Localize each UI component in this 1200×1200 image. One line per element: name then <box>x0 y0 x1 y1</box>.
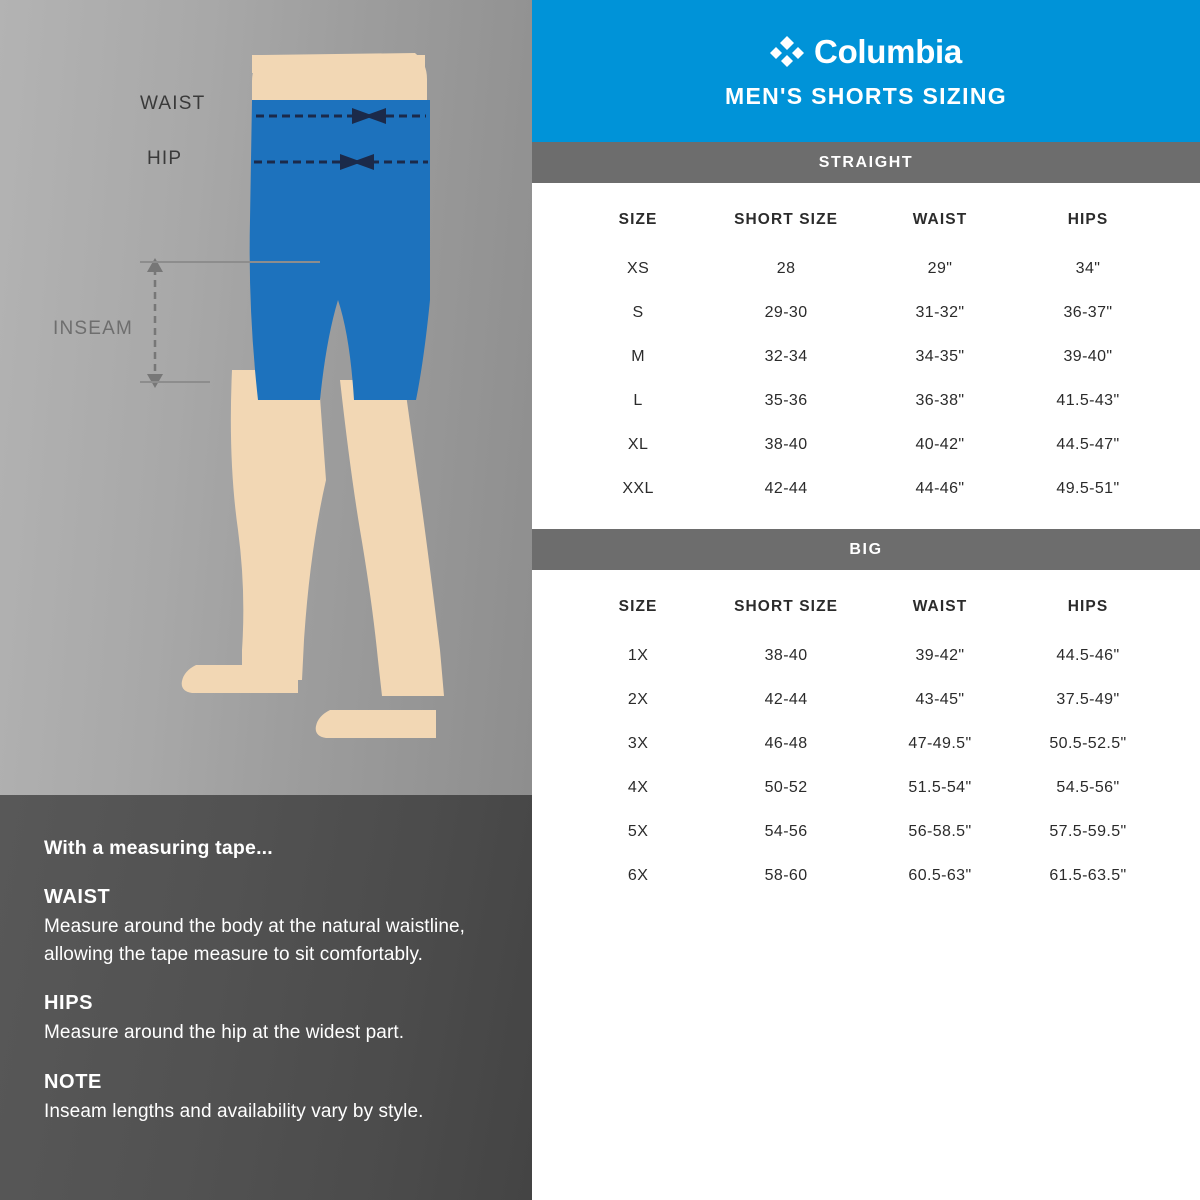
cell-short: 38-40 <box>764 436 808 453</box>
label-inseam: INSEAM <box>53 318 134 339</box>
cell-short: 38-40 <box>764 647 808 664</box>
measuring-instructions <box>0 795 532 1200</box>
table-row <box>570 810 1162 854</box>
instruction-text-waist: Measure around the body at the natural waistline, allowing the tape measure to sit comfortably. <box>44 916 466 965</box>
instruction-text-note: Inseam lengths and availability vary by style. <box>44 1100 424 1122</box>
figure-illustration <box>0 0 532 795</box>
cell-size: XXL <box>622 480 654 497</box>
cell-size: 6X <box>627 867 649 884</box>
cell-waist: 34-35" <box>915 348 965 365</box>
size-table-big <box>570 570 1162 898</box>
left-panel <box>0 0 532 1200</box>
cell-hips: 34" <box>1075 260 1101 277</box>
cell-hips: 39-40" <box>1063 348 1113 365</box>
cell-size: L <box>633 392 643 409</box>
cell-hips: 41.5-43" <box>1056 392 1120 409</box>
cell-waist: 56-58.5" <box>908 823 972 840</box>
table-spacer <box>532 511 1200 529</box>
cell-short: 35-36 <box>764 392 808 409</box>
instruction-text-hips: Measure around the hip at the widest part. <box>44 1022 405 1044</box>
col-header-waist: WAIST <box>912 598 968 615</box>
instruction-block-hips <box>44 992 488 1047</box>
cell-waist: 31-32" <box>915 304 965 321</box>
table-row <box>570 291 1162 335</box>
cell-hips: 37.5-49" <box>1056 691 1120 708</box>
cell-waist: 51.5-54" <box>908 779 972 796</box>
col-header-short: SHORT SIZE <box>734 598 839 615</box>
cell-waist: 36-38" <box>915 392 965 409</box>
table-header-row <box>570 183 1162 247</box>
cell-short: 28 <box>776 260 796 277</box>
size-table-straight <box>570 183 1162 511</box>
table-row <box>570 634 1162 678</box>
table-row <box>570 467 1162 511</box>
instruction-title-note: NOTE <box>44 1070 102 1093</box>
cell-waist: 43-45" <box>915 691 965 708</box>
cell-size: 5X <box>627 823 649 840</box>
instruction-title-waist: WAIST <box>44 886 111 908</box>
col-header-hips: HIPS <box>1067 211 1109 228</box>
cell-size: XS <box>627 260 650 277</box>
header <box>532 0 1200 142</box>
instruction-title-hips: HIPS <box>44 992 94 1015</box>
col-header-hips: HIPS <box>1067 598 1109 615</box>
instructions-intro: With a measuring tape... <box>44 837 273 859</box>
cell-hips: 50.5-52.5" <box>1049 735 1127 752</box>
cell-hips: 44.5-46" <box>1056 647 1120 664</box>
label-waist: WAIST <box>140 93 206 114</box>
header-title: MEN'S SHORTS SIZING <box>725 82 1007 109</box>
section-bar-straight: STRAIGHT <box>532 142 1200 183</box>
table-row <box>570 423 1162 467</box>
cell-size: XL <box>627 436 649 453</box>
right-panel <box>532 0 1200 1200</box>
columbia-diamond-logo-icon <box>770 35 804 69</box>
cell-short: 42-44 <box>764 480 808 497</box>
brand-lockup <box>770 33 962 71</box>
cell-size: 4X <box>627 779 649 796</box>
cell-short: 50-52 <box>764 779 808 796</box>
cell-size: M <box>631 348 645 365</box>
table-row <box>570 854 1162 898</box>
table-row <box>570 335 1162 379</box>
table-header-row <box>570 570 1162 634</box>
cell-short: 46-48 <box>764 735 808 752</box>
cell-size: 2X <box>627 691 649 708</box>
cell-hips: 54.5-56" <box>1056 779 1120 796</box>
cell-short: 32-34 <box>764 348 808 365</box>
cell-waist: 40-42" <box>915 436 965 453</box>
table-row <box>570 722 1162 766</box>
cell-hips: 44.5-47" <box>1056 436 1120 453</box>
instruction-block-note <box>44 1071 488 1126</box>
cell-waist: 39-42" <box>915 647 965 664</box>
cell-short: 54-56 <box>764 823 808 840</box>
section-bar-big: BIG <box>532 529 1200 570</box>
table-row <box>570 766 1162 810</box>
cell-waist: 60.5-63" <box>908 867 972 884</box>
table-wrap-big <box>532 570 1200 898</box>
cell-short: 29-30 <box>764 304 808 321</box>
col-header-size: SIZE <box>618 211 658 228</box>
table-row <box>570 678 1162 722</box>
cell-waist: 29" <box>927 260 953 277</box>
cell-size: 3X <box>627 735 649 752</box>
cell-waist: 47-49.5" <box>908 735 972 752</box>
cell-hips: 36-37" <box>1063 304 1113 321</box>
label-hip: HIP <box>147 148 183 169</box>
brand-name: Columbia <box>814 32 962 70</box>
table-row <box>570 379 1162 423</box>
col-header-size: SIZE <box>618 598 658 615</box>
cell-short: 58-60 <box>764 867 808 884</box>
cell-waist: 44-46" <box>915 480 965 497</box>
cell-hips: 57.5-59.5" <box>1049 823 1127 840</box>
col-header-short: SHORT SIZE <box>734 211 839 228</box>
cell-size: S <box>632 304 644 321</box>
table-wrap-straight <box>532 183 1200 511</box>
measurement-illustration <box>0 0 532 795</box>
table-row <box>570 247 1162 291</box>
cell-hips: 49.5-51" <box>1056 480 1120 497</box>
col-header-waist: WAIST <box>912 211 968 228</box>
cell-size: 1X <box>627 647 649 664</box>
cell-hips: 61.5-63.5" <box>1049 867 1127 884</box>
cell-short: 42-44 <box>764 691 808 708</box>
instruction-block-waist <box>44 886 488 968</box>
